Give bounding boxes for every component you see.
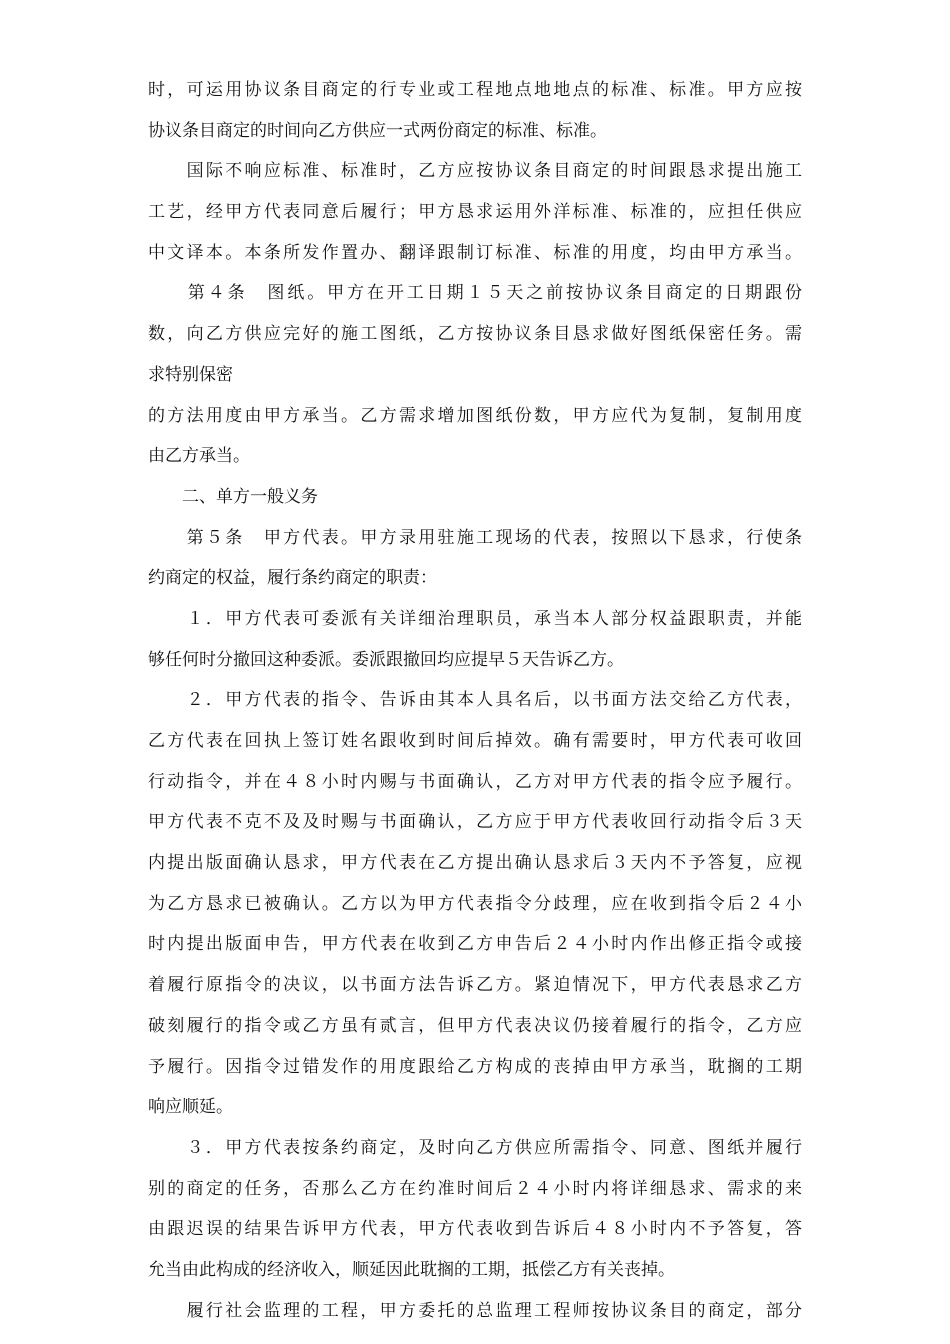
text-line: 别的商定的任务，否那么乙方在约准时间后２４小时内将详细恳求、需求的来 bbox=[148, 1178, 802, 1199]
text-line: ２．甲方代表的指令、告诉由其本人具名后，以书面方法交给乙方代表， bbox=[148, 690, 802, 711]
text-line: 的方法用度由甲方承当。乙方需求增加图纸份数，甲方应代为复制，复制用度 bbox=[148, 405, 802, 426]
text-line: 第４条 图纸。甲方在开工日期１５天之前按协议条目商定的日期跟份 bbox=[148, 283, 802, 304]
text-line: 行动指令，并在４８小时内赐与书面确认，乙方对甲方代表的指令应予履行。 bbox=[148, 771, 802, 792]
text-line: 由乙方承当。 bbox=[148, 446, 250, 467]
text-line: 破刻履行的指令或乙方虽有贰言，但甲方代表决议仍接着履行的指令，乙方应 bbox=[148, 1015, 802, 1036]
text-line: 由跟迟误的结果告诉甲方代表，甲方代表收到告诉后４８小时内不予答复，答 bbox=[148, 1219, 802, 1240]
text-line: 数，向乙方供应完好的施工图纸，乙方按协议条目恳求做好图纸保密任务。需 bbox=[148, 324, 802, 345]
text-line: 内提出版面确认恳求，甲方代表在乙方提出确认恳求后３天内不予答复，应视 bbox=[148, 853, 802, 874]
text-line: 中文译本。本条所发作置办、翻译跟制订标准、标准的用度，均由甲方承当。 bbox=[148, 242, 802, 263]
text-line: 允当由此构成的经济收入，顺延因此耽搁的工期，抵偿乙方有关丧掉。 bbox=[148, 1259, 675, 1280]
text-line: 乙方代表在回执上签订姓名跟收到时间后掉效。确有需要时，甲方代表可收回 bbox=[148, 731, 802, 751]
text-line: 国际不响应标准、标准时，乙方应按协议条目商定的时间跟恳求提出施工 bbox=[148, 161, 802, 182]
text-line: 响应顺延。 bbox=[148, 1097, 233, 1118]
section-heading: 二、单方一般义务 bbox=[148, 486, 318, 507]
text-line: 履行社会监理的工程，甲方委托的总监理工程师按协议条目的商定，部分 bbox=[148, 1300, 802, 1321]
text-line: 予履行。因指令过错发作的用度跟给乙方构成的丧掉由甲方承当，耽搁的工期 bbox=[148, 1056, 802, 1077]
text-line: 协议条目商定的时间向乙方供应一式两份商定的标准、标准。 bbox=[148, 120, 607, 141]
text-line: 甲方代表不克不及及时赐与书面确认，乙方应于甲方代表收回行动指令后３天 bbox=[148, 812, 802, 833]
document-page bbox=[148, 70, 802, 1331]
text-line: 约商定的权益，履行条约商定的职责： bbox=[148, 568, 437, 589]
text-line: 求特别保密 bbox=[148, 364, 233, 385]
text-line: 够任何时分撤回这种委派。委派跟撤回均应提早５天告诉乙方。 bbox=[148, 649, 624, 670]
text-line: 着履行原指令的决议，以书面方法告诉乙方。紧迫情况下，甲方代表恳求乙方 bbox=[148, 975, 802, 996]
text-line: １．甲方代表可委派有关详细治理职员，承当本人部分权益跟职责，并能 bbox=[148, 608, 802, 629]
text-line: 时，可运用协议条目商定的行专业或工程地点地地点的标准、标准。甲方应按 bbox=[148, 80, 802, 100]
text-line: 时内提出版面申告，甲方代表在收到乙方申告后２４小时内作出修正指令或接 bbox=[148, 934, 802, 955]
text-line: 工艺，经甲方代表同意后履行；甲方恳求运用外洋标准、标准的，应担任供应 bbox=[148, 202, 802, 223]
text-line: 第５条 甲方代表。甲方录用驻施工现场的代表，按照以下恳求，行使条 bbox=[148, 527, 802, 548]
text-line: ３．甲方代表按条约商定，及时向乙方供应所需指令、同意、图纸并履行 bbox=[148, 1137, 802, 1158]
text-line: 为乙方恳求已被确认。乙方以为甲方代表指令分歧理，应在收到指令后２４小 bbox=[148, 893, 802, 914]
